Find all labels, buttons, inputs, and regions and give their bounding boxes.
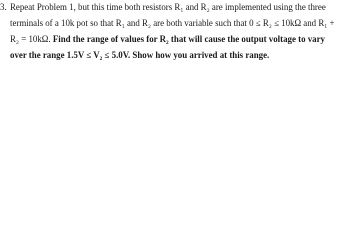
problem-line-4-instruction: over the range 1.5V ≤ V₂ ≤ 5.0V. Show how you arrived at this range. bbox=[10, 50, 270, 60]
problem-line-1-text: Repeat Problem 1, but this time both resistors R₁ and R₂ are implemented using the three bbox=[10, 2, 326, 12]
problem-line-4 bbox=[10, 47, 269, 63]
problem-number: 3. bbox=[0, 2, 7, 12]
problem-line-1 bbox=[0, 0, 326, 15]
problem-line-2-text: terminals of a 10k pot so that R₁ and R₂ are both variable such that 0 ≤ R₂ ≤ 10kΩ and R₁ + bbox=[10, 18, 335, 28]
problem-line-3-instruction: Find the range of values for R₂ that will cause the output voltage to vary bbox=[52, 34, 325, 44]
problem-line-3 bbox=[10, 31, 325, 47]
problem-line-3-equation: R₂ = 10kΩ. bbox=[10, 34, 51, 44]
problem-line-2 bbox=[10, 15, 335, 31]
problem-text-block bbox=[0, 0, 350, 64]
